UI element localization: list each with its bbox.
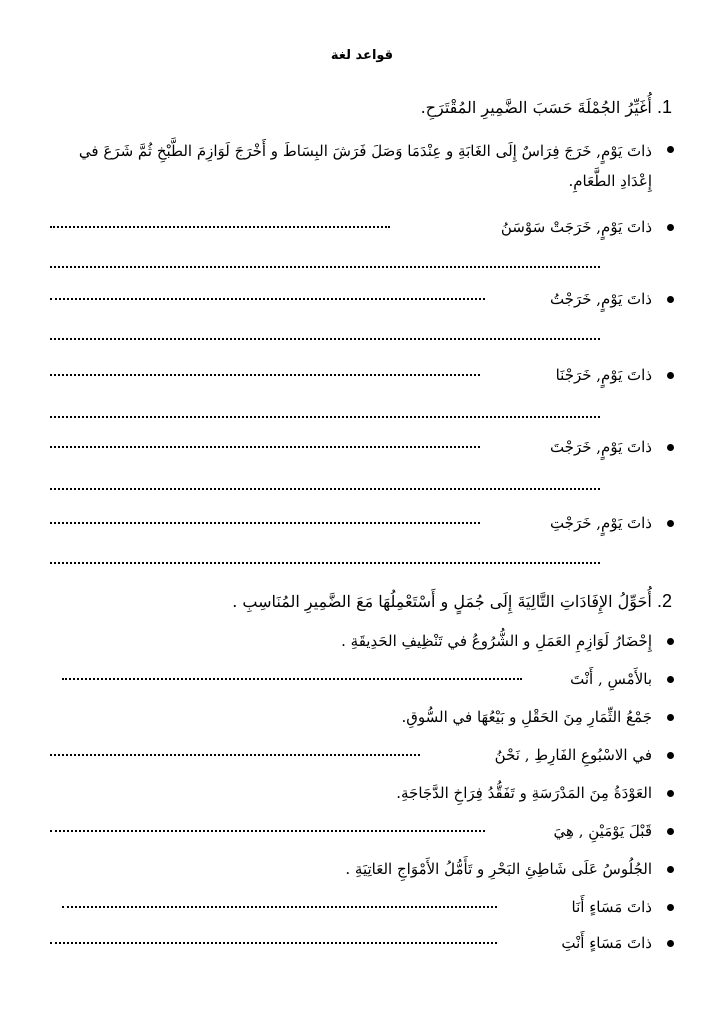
exercise-2-number: 2. [656,591,672,611]
item-text: بالأَمْسِ , أَنْتَ [570,670,652,688]
exercise-2-item-5: العَوْدَةُ مِنَ المَدْرَسَةِ و تَفَقُّدُ فِرَاخِ الدَّجَاجَةِ. [62,780,652,806]
item-text: ذاتَ مَسَاءٍ أَنَا [571,898,652,916]
exercise-1-source-sentence: ذاتَ يَوْمٍ, خَرَجَ فِرَاسٌ إِلَى الغَابَةِ و عِنْدَمَا وَصَلَ فَرَشَ البِسَاطَ و أَخْرَجَ لَوَازِمَ الطَّبْخِ ثُمَّ شَرَعَ في إِعْدَادِ الطَّعَامِ. [62,136,652,196]
answer-line[interactable] [50,442,480,448]
answer-line[interactable] [50,558,600,564]
prompt-text: ذاتَ يَوْمٍ, خَرَجَتْ سَوْسَنُ [500,218,652,236]
answer-line[interactable] [62,674,522,680]
exercise-1-heading [52,94,672,121]
answer-line[interactable] [50,484,600,490]
item-text: قَبْلَ يَوْمَيْنِ , هِيَ [553,822,652,840]
exercise-2-item-7: الجُلُوسُ عَلَى شَاطِئِ البَحْرِ و تَأَمُّلُ الأَمْوَاجِ العَاتِيَةِ . [62,856,652,882]
answer-line[interactable] [50,412,600,418]
item-text: في الاسْبُوعِ الفَارِطِ , نَحْنُ [494,746,652,764]
exercise-1-number: 1. [656,97,672,117]
page-title: قواعد لغة [330,48,394,63]
item-text: ذاتَ مَسَاءٍ أَنْتِ [561,934,652,952]
answer-line[interactable] [50,518,480,524]
prompt-text: ذاتَ يَوْمٍ, خَرَجْنَا [555,366,652,384]
exercise-1-instruction: أُغَيِّرُ الجُمْلَةَ حَسَبَ الضَّمِيرِ المُقْتَرَحِ. [420,98,652,117]
answer-line[interactable] [62,902,497,908]
answer-line[interactable] [50,370,480,376]
answer-line[interactable] [50,262,600,268]
answer-line[interactable] [50,826,485,832]
exercise-2-item-3: جَمْعُ الثِّمَارِ مِنَ الحَقْلِ و بَيْعُهَا في السُّوقِ. [62,704,652,730]
exercise-2-item-1: إِحْضَارُ لَوَازِمِ العَمَلِ و الشُّرُوعُ في تَنْظِيفِ الحَدِيقَةِ . [62,628,652,654]
prompt-text: ذاتَ يَوْمٍ, خَرَجْتَ [549,438,652,456]
answer-line[interactable] [50,750,420,756]
answer-line[interactable] [50,938,497,944]
answer-line[interactable] [50,222,390,228]
exercise-2-heading [52,588,672,615]
prompt-text: ذاتَ يَوْمٍ, خَرَجْتِ [549,514,652,532]
exercise-2-instruction: أُحَوِّلُ الإِفَادَاتِ التَّالِيَةَ إِلَى جُمَلٍ و أَسْتَعْمِلُهَا مَعَ الضَّمِيرِ المُنَاسِبِ . [232,592,652,611]
prompt-text: ذاتَ يَوْمٍ, خَرَجْتُ [549,290,652,308]
answer-line[interactable] [50,294,485,300]
answer-line[interactable] [50,334,600,340]
